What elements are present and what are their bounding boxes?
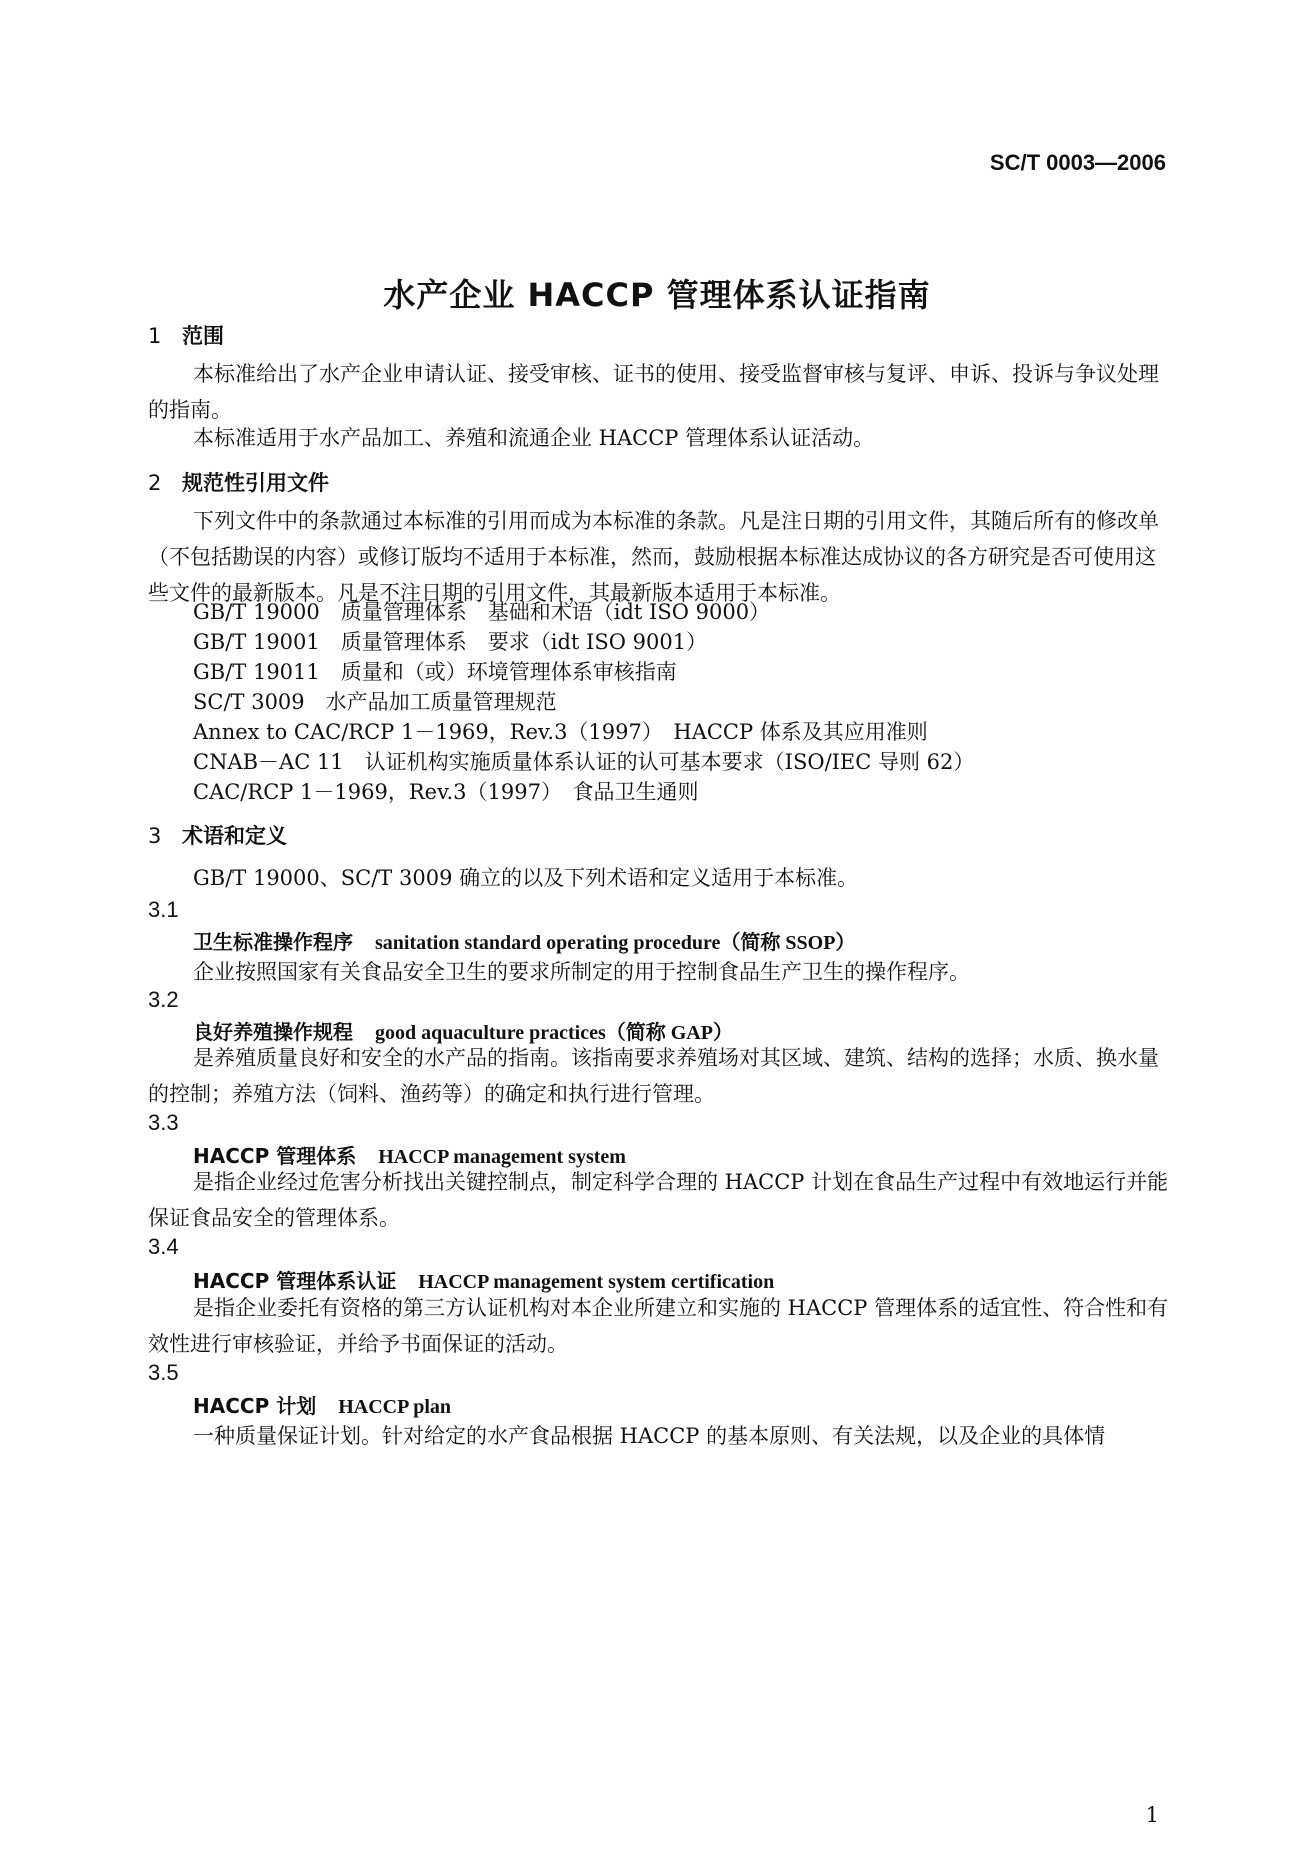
term-definition: 是指企业委托有资格的第三方认证机构对本企业所建立和实施的 HACCP 管理体系的适宜性、符合性和有效性进行审核验证，并给予书面保证的活动。 [148, 1296, 1169, 1356]
reference-item: SC/T 3009 水产品加工质量管理规范 [193, 690, 557, 714]
section-1-heading [148, 320, 224, 350]
section-number: 3 [148, 824, 162, 848]
term-zh: HACCP 计划 [193, 1394, 317, 1418]
section-number: 1 [148, 324, 162, 348]
term-number: 3.2 [148, 987, 179, 1012]
term-zh: HACCP 管理体系 [193, 1144, 357, 1168]
term-number: 3.5 [148, 1360, 179, 1385]
term-zh: 良好养殖操作规程 [193, 1020, 353, 1044]
page-number: 1 [1145, 1803, 1159, 1827]
section-3-heading [148, 820, 287, 850]
term-heading [193, 1390, 451, 1419]
term-en: HACCP plan [338, 1396, 452, 1418]
term-heading [193, 926, 855, 955]
section-title: 规范性引用文件 [182, 471, 329, 495]
section-2-paragraph: 下列文件中的条款通过本标准的引用而成为本标准的条款。凡是注日期的引用文件，其随后所有的修改单（不包括勘误的内容）或修订版均不适用于本标准，然而，鼓励根据本标准达成协议的各方研究是否可使用这些文件的最新版本。凡是不注日期的引用文件，其最新版本适用于本标准。 [148, 509, 1159, 605]
reference-item: GB/T 19000 质量管理体系 基础和术语（idt ISO 9000） [193, 600, 771, 624]
section-1-paragraph-2: 本标准适用于水产品加工、养殖和流通企业 HACCP 管理体系认证活动。 [193, 426, 875, 450]
term-definition: 一种质量保证计划。针对给定的水产食品根据 HACCP 的基本原则、有关法规，以及企业的具体情 [193, 1424, 1106, 1448]
term-number: 3.1 [148, 897, 179, 922]
term-number: 3.4 [148, 1234, 179, 1259]
reference-item: GB/T 19011 质量和（或）环境管理体系审核指南 [193, 660, 677, 684]
reference-item: Annex to CAC/RCP 1－1969，Rev.3（1997） HACCP 体系及其应用准则 [193, 720, 928, 744]
reference-item: CNAB－AC 11 认证机构实施质量体系认证的认可基本要求（ISO/IEC 导则 62） [193, 750, 975, 774]
term-en: sanitation standard operating procedure（简称 SSOP） [375, 932, 856, 954]
term-en: good aquaculture practices（简称 GAP） [375, 1022, 733, 1044]
term-zh: HACCP 管理体系认证 [193, 1269, 397, 1293]
section-2-heading [148, 467, 329, 497]
term-en: HACCP management system certification [418, 1271, 775, 1293]
term-number: 3.3 [148, 1110, 179, 1135]
term-definition: 是指企业经过危害分析找出关键控制点，制定科学合理的 HACCP 计划在食品生产过程中有效地运行并能保证食品安全的管理体系。 [148, 1170, 1169, 1230]
standard-code: SC/T 0003—2006 [989, 150, 1166, 175]
section-title: 范围 [182, 324, 224, 348]
section-3-intro: GB/T 19000、SC/T 3009 确立的以及下列术语和定义适用于本标准。 [193, 866, 859, 890]
term-definition: 是养殖质量良好和安全的水产品的指南。该指南要求养殖场对其区域、建筑、结构的选择；水质、换水量的控制；养殖方法（饲料、渔药等）的确定和执行进行管理。 [148, 1046, 1159, 1106]
section-title: 术语和定义 [182, 824, 287, 848]
reference-item: GB/T 19001 质量管理体系 要求（idt ISO 9001） [193, 630, 708, 654]
section-number: 2 [148, 471, 162, 495]
document-title: 水产企业 HACCP 管理体系认证指南 [383, 276, 931, 314]
term-zh: 卫生标准操作程序 [193, 930, 353, 954]
section-1-paragraph-1: 本标准给出了水产企业申请认证、接受审核、证书的使用、接受监督审核与复评、申诉、投诉与争议处理的指南。 [148, 362, 1159, 422]
term-en: HACCP management system [378, 1146, 626, 1168]
reference-item: CAC/RCP 1－1969，Rev.3（1997） 食品卫生通则 [193, 780, 699, 804]
term-definition: 企业按照国家有关食品安全卫生的要求所制定的用于控制食品生产卫生的操作程序。 [193, 960, 970, 984]
